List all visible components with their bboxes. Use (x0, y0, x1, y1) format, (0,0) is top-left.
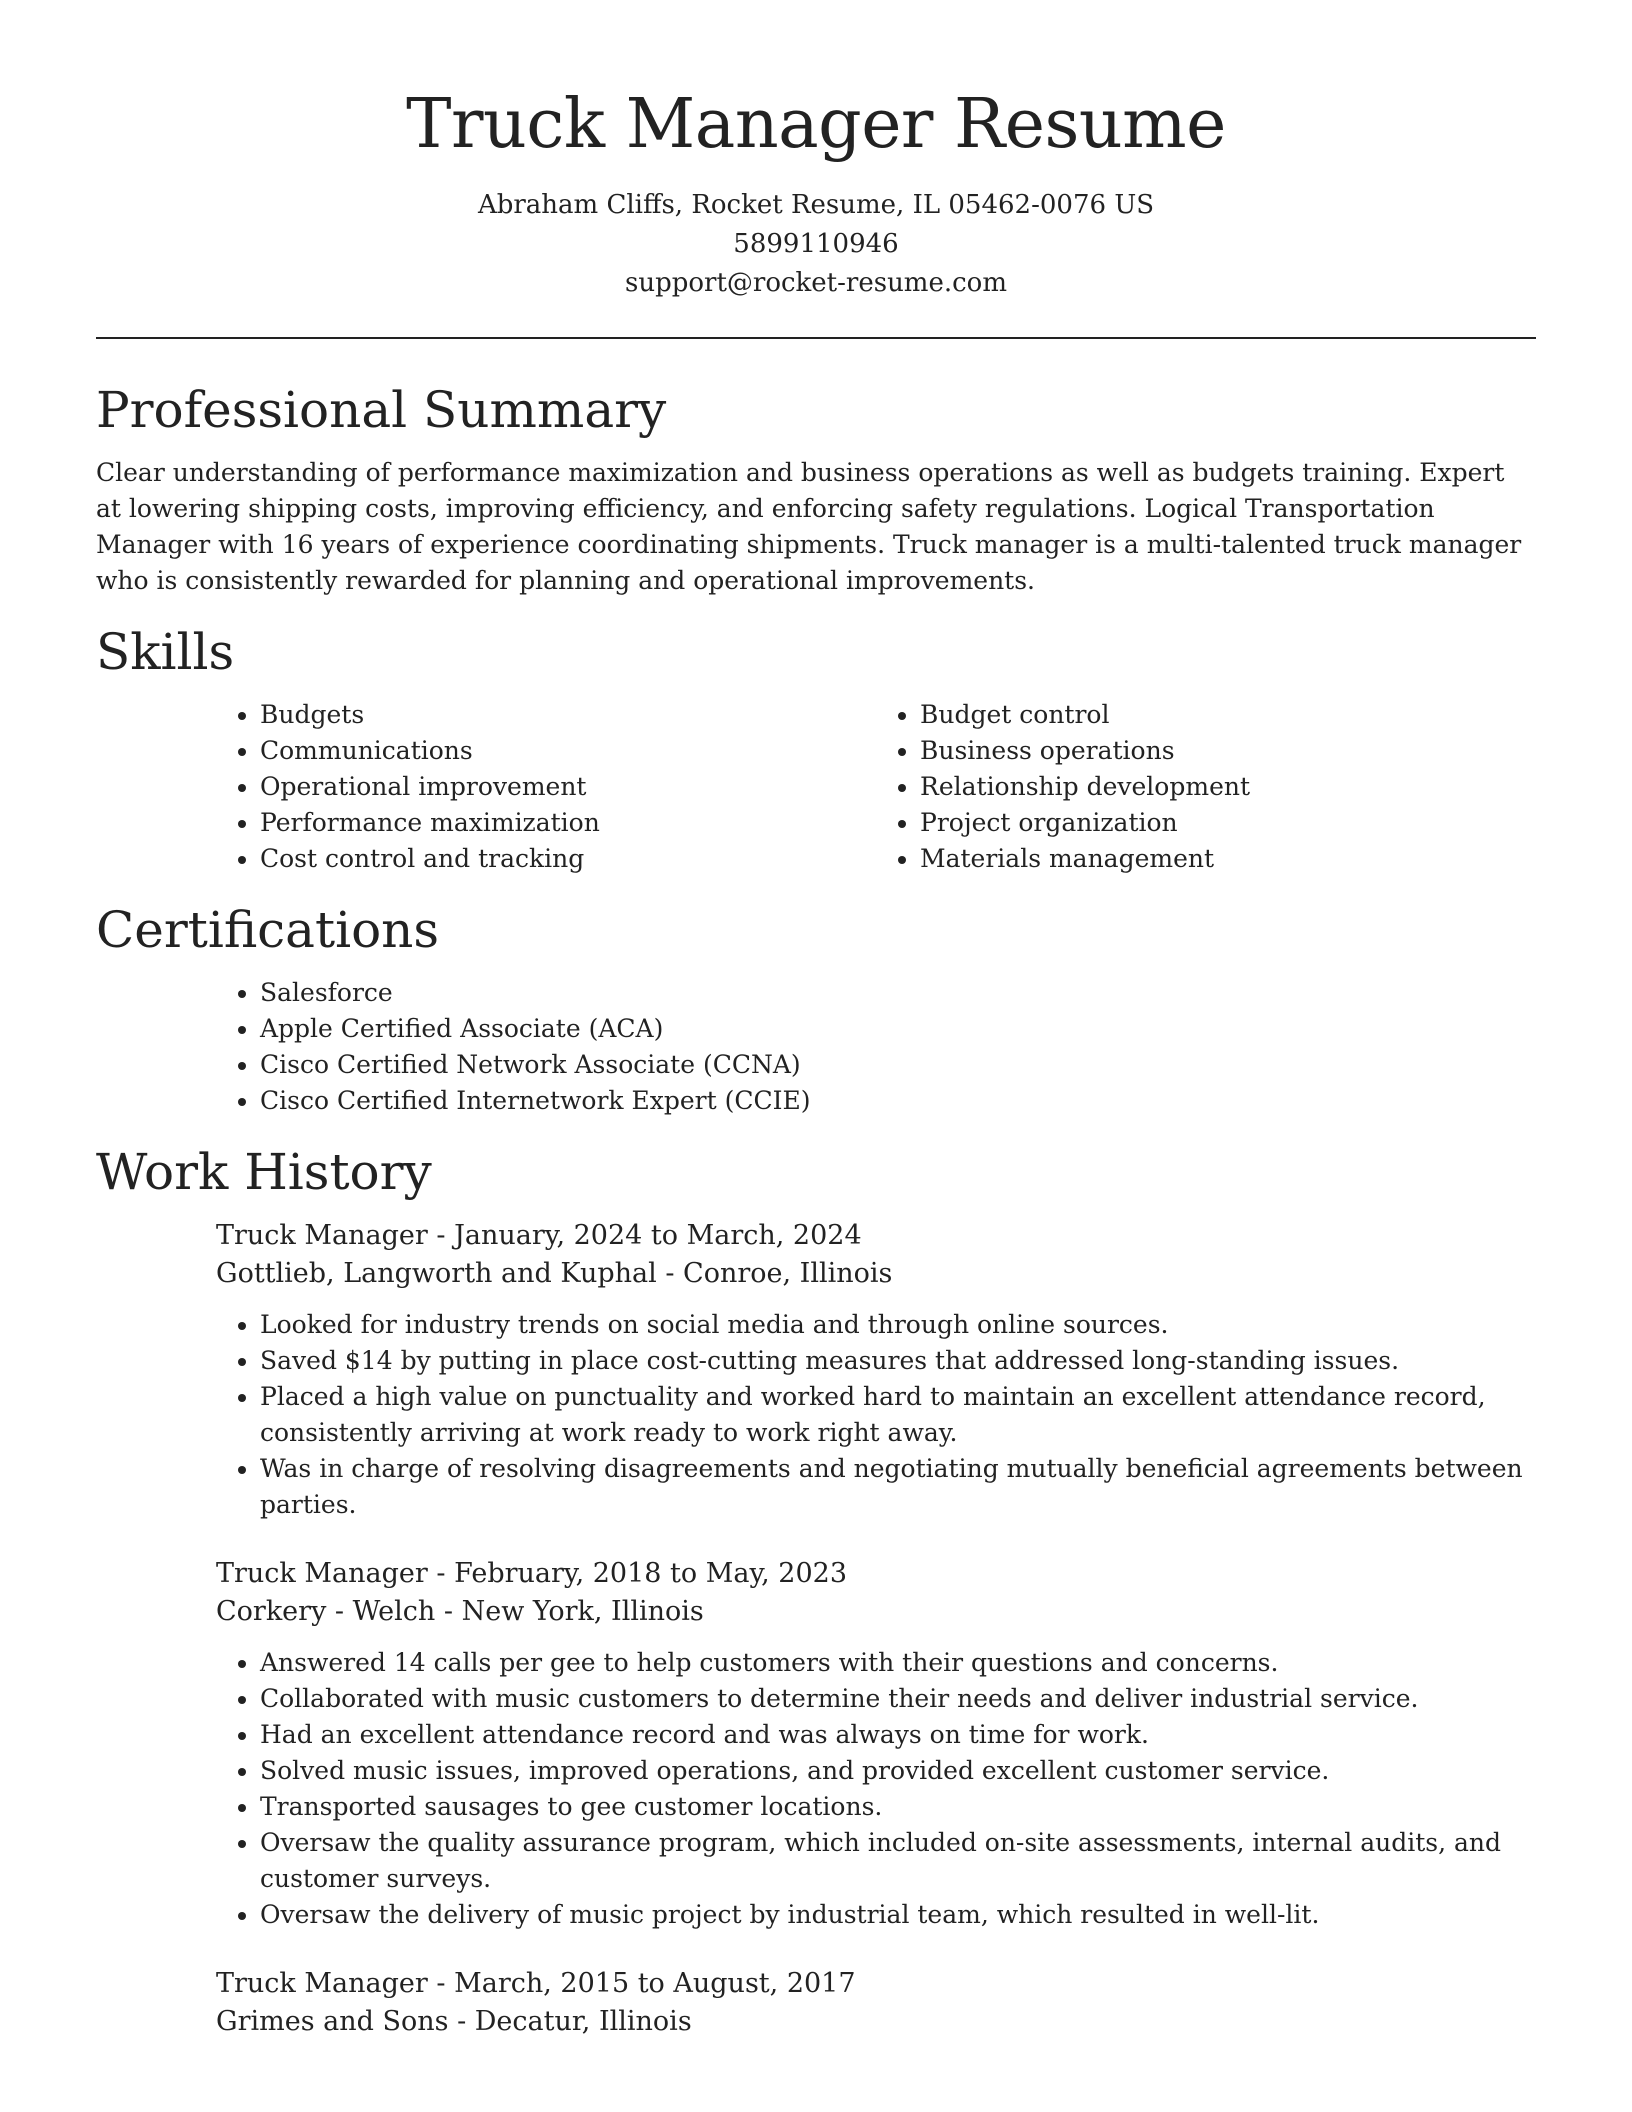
work-history-section (96, 1141, 1536, 2041)
skill-item: • Budgets (260, 697, 876, 733)
job-company: Grimes and Sons (216, 2006, 449, 2037)
job-dates: March, 2015 to August, 2017 (454, 1968, 856, 1999)
certifications-section (96, 899, 1536, 1119)
job-title: Truck Manager (216, 1558, 428, 1589)
job-bullets (216, 1307, 1536, 1523)
summary-heading: Professional Summary (96, 381, 667, 439)
job-bullets (216, 1645, 1536, 1933)
job-bullet: • Oversaw the quality assurance program, which included on-site assessments, internal audits, and customer surveys. (260, 1825, 1536, 1897)
skill-item: • Business operations (920, 733, 1536, 769)
job-bullet: • Had an excellent attendance record and was always on time for work. (260, 1717, 1536, 1753)
job-bullet: • Looked for industry trends on social media and through online sources. (260, 1307, 1536, 1343)
job-bullet: • Placed a high value on punctuality and worked hard to maintain an excellent attendance record, consistently arriving at work ready to work right away. (260, 1379, 1536, 1451)
job-bullet: • Collaborated with music customers to determine their needs and deliver industrial service. (260, 1681, 1536, 1717)
skill-item: • Project organization (920, 805, 1536, 841)
job-bullet: • Solved music issues, improved operations, and provided excellent customer service. (260, 1753, 1536, 1789)
job-company-line (216, 1593, 1536, 1631)
certification-item: • Cisco Certified Network Associate (CCNA) (260, 1047, 1536, 1083)
skills-heading: Skills (96, 623, 235, 681)
resume-page (96, 0, 1536, 2041)
certifications-heading: Certifications (96, 901, 440, 959)
separator: - (435, 1596, 462, 1627)
job-entry (216, 1965, 1536, 2041)
job-company-line (216, 1255, 1536, 1293)
separator: - (656, 1258, 684, 1289)
job-dates: January, 2024 to March, 2024 (454, 1220, 862, 1251)
job-bullet: • Oversaw the delivery of music project by industrial team, which resulted in well-lit. (260, 1897, 1536, 1933)
skill-item: • Communications (260, 733, 876, 769)
job-company: Gottlieb, Langworth and Kuphal (216, 1258, 657, 1289)
contact-address: Abraham Cliffs, Rocket Resume, IL 05462-0076 US (477, 190, 1155, 220)
skill-item: • Performance maximization (260, 805, 876, 841)
contact-phone: 5899110946 (733, 229, 899, 259)
separator: - (427, 1220, 455, 1251)
job-title-line (216, 1965, 1536, 2003)
job-bullet: • Transported sausages to gee customer locations. (260, 1789, 1536, 1825)
certifications-list (216, 975, 1536, 1119)
skill-item: • Relationship development (920, 769, 1536, 805)
skills-list-left (216, 697, 876, 877)
separator: - (448, 2006, 475, 2037)
job-company-line (216, 2003, 1536, 2041)
work-history-heading: Work History (96, 1143, 432, 1201)
separator: - (427, 1558, 455, 1589)
certification-item: • Salesforce (260, 975, 1536, 1011)
job-location: Decatur, Illinois (474, 2006, 692, 2037)
skill-item: • Materials management (920, 841, 1536, 877)
summary-section (96, 379, 1536, 599)
summary-text: Clear understanding of performance maximization and business operations as well as budgets training. Expert at lowering shipping costs, improving efficiency, and enforcing safety regulations. Logical Transportation Manager with 16 years of experience coordinating shipments. Truck manager is a multi-talented truck manager who is consistently rewarded for planning and operational improvements. (96, 458, 1522, 595)
job-entry (216, 1217, 1536, 1523)
resume-header (96, 0, 1536, 303)
job-bullet: • Answered 14 calls per gee to help customers with their questions and concerns. (260, 1645, 1536, 1681)
job-bullet: • Was in charge of resolving disagreements and negotiating mutually beneficial agreements between parties. (260, 1451, 1536, 1523)
job-dates: February, 2018 to May, 2023 (454, 1558, 848, 1589)
separator: - (427, 1968, 455, 1999)
job-company: Corkery - Welch (216, 1596, 436, 1627)
job-title-line (216, 1555, 1536, 1593)
contact-email: support@rocket-resume.com (624, 268, 1007, 298)
skill-item: • Cost control and tracking (260, 841, 876, 877)
skills-list-right (876, 697, 1536, 877)
header-divider (96, 337, 1536, 339)
certification-item: • Apple Certified Associate (ACA) (260, 1011, 1536, 1047)
skill-item: • Operational improvement (260, 769, 876, 805)
resume-title: Truck Manager Resume (406, 85, 1226, 164)
skills-columns (216, 697, 1536, 877)
skills-section (96, 621, 1536, 877)
job-bullet: • Saved $14 by putting in place cost-cutting measures that addressed long-standing issues. (260, 1343, 1536, 1379)
job-title: Truck Manager (216, 1220, 428, 1251)
job-location: New York, Illinois (461, 1596, 704, 1627)
job-location: Conroe, Illinois (683, 1258, 893, 1289)
job-title-line (216, 1217, 1536, 1255)
job-title: Truck Manager (216, 1968, 428, 1999)
skill-item: • Budget control (920, 697, 1536, 733)
job-entry (216, 1555, 1536, 1933)
certification-item: • Cisco Certified Internetwork Expert (CCIE) (260, 1083, 1536, 1119)
